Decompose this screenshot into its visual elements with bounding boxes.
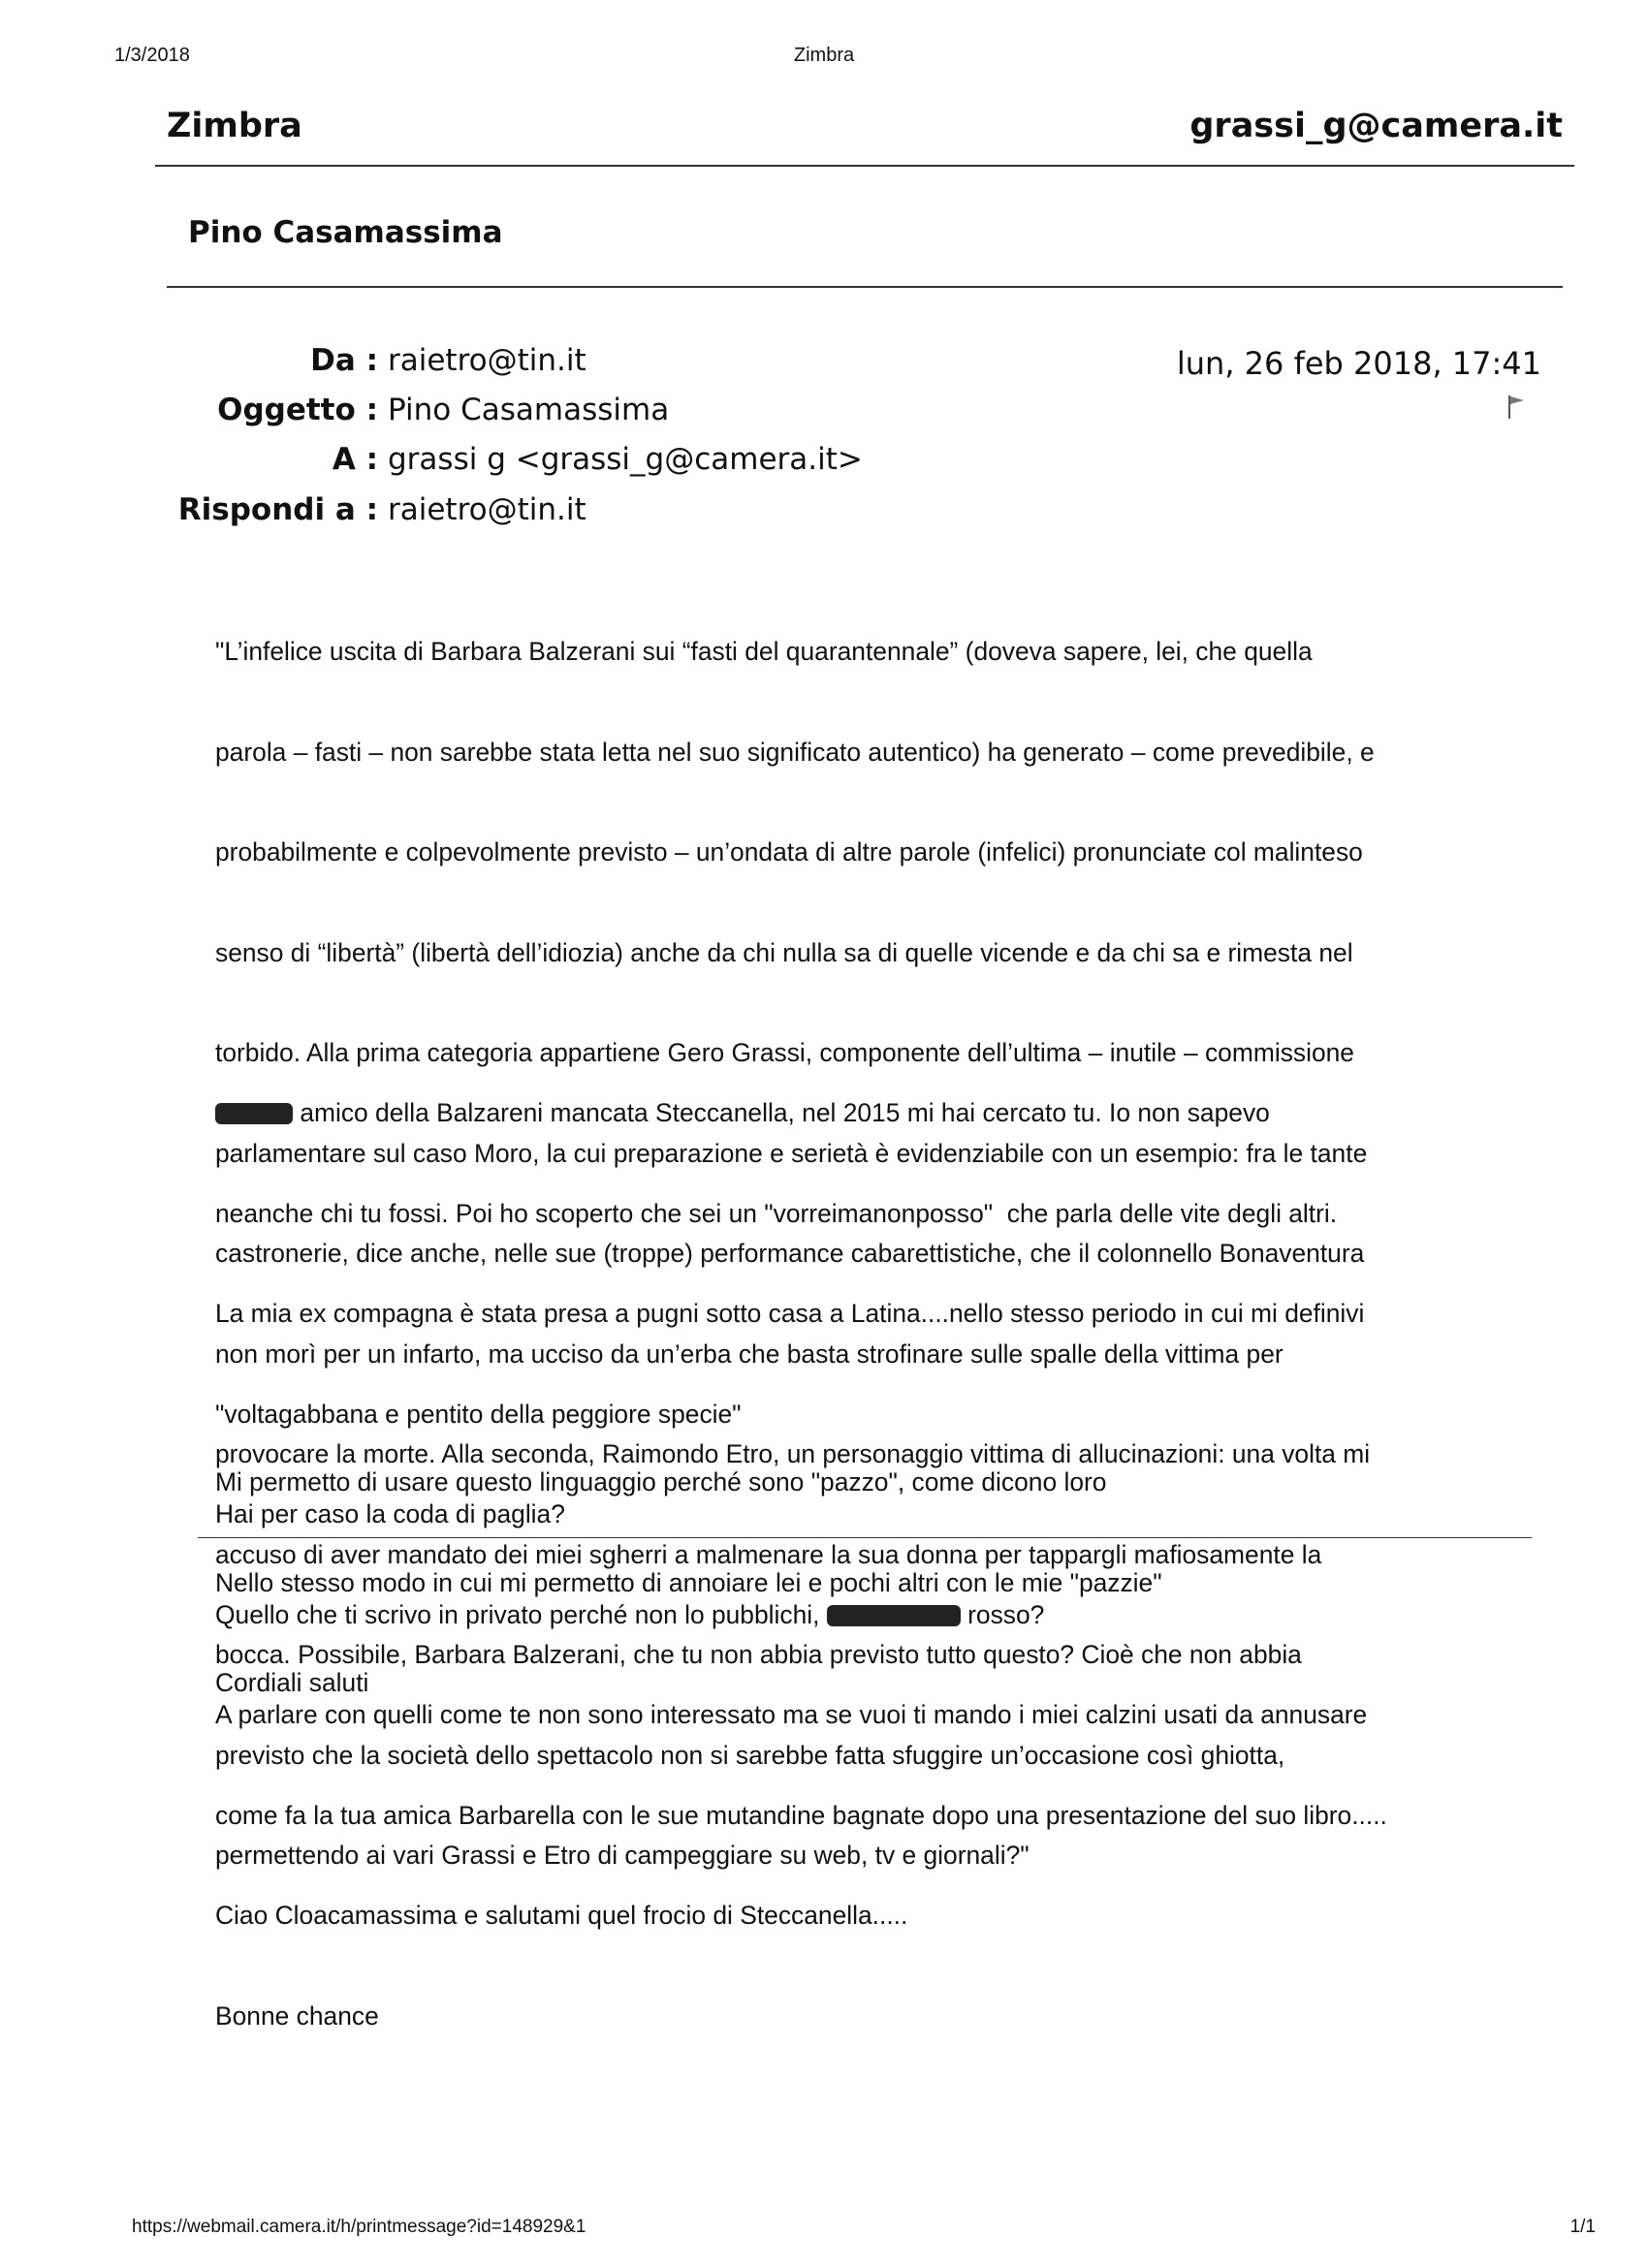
quote-line: probabilmente e colpevolmente previsto – un’ondata di altre parole (infelici) pronunciate col malinteso xyxy=(215,837,1363,866)
flag-icon[interactable] xyxy=(1506,394,1528,421)
header-label: Oggetto : xyxy=(217,393,378,427)
closing-line: Mi permetto di usare questo linguaggio perché sono "pazzo", come dicono loro xyxy=(215,1467,1107,1496)
message-date: lun, 26 feb 2018, 17:41 xyxy=(1176,345,1541,382)
quote-line: permettendo ai vari Grassi e Etro di campeggiare su web, tv e giornali?" xyxy=(215,1841,1030,1870)
quote-line: previsto che la società dello spettacolo non si sarebbe fatta sfuggire un’occasione così ghiotta, xyxy=(215,1740,1285,1770)
reply-line: neanche chi tu fossi. Poi ho scoperto che sei un "vorreimanonposso" che parla delle vite degli altri. xyxy=(215,1198,1338,1228)
message-end-divider xyxy=(198,1537,1532,1538)
reply-line-text: amico della Balzareni mancata Steccanella, nel 2015 mi hai cercato tu. Io non sapevo xyxy=(293,1098,1270,1127)
redaction-mark xyxy=(215,1103,293,1124)
reply-line: A parlare con quelli come te non sono interessato ma se vuoi ti mando i miei calzini usati da annusare xyxy=(215,1700,1368,1729)
reply-line: Bonne chance xyxy=(215,2000,379,2031)
quote-line: provocare la morte. Alla seconda, Raimondo Etro, un personaggio vittima di allucinazioni: una volta mi xyxy=(215,1439,1371,1468)
quote-line: bocca. Possibile, Barbara Balzerani, che tu non abbia previsto tutto questo? Cioè che non abbia xyxy=(215,1640,1302,1669)
quote-line: accuso di aver mandato dei miei sgherri a malmenare la sua donna per tappargli mafiosamente la xyxy=(215,1539,1322,1569)
header-divider xyxy=(155,165,1574,167)
message-headers xyxy=(0,343,1163,537)
header-label: Rispondi a : xyxy=(177,492,378,527)
quote-line: senso di “libertà” (libertà dell’idiozia) anche da chi nulla sa di quelle vicende e da chi sa e rimesta nel xyxy=(215,937,1353,967)
reply-line: come fa la tua amica Barbarella con le sue mutandine bagnate dopo una presentazione del suo libro..... xyxy=(215,1800,1387,1830)
app-brand: Zimbra xyxy=(167,107,302,145)
header-label: A : xyxy=(332,442,378,477)
reply-line: La mia ex compagna è stata presa a pugni sotto casa a Latina....nello stesso periodo in cui mi definivi xyxy=(215,1299,1365,1328)
header-subject xyxy=(0,393,969,435)
subject-heading: Pino Casamassima xyxy=(188,215,503,250)
account-email: grassi_g@camera.it xyxy=(1189,107,1563,145)
reply-line: Ciao Cloacamassima e salutami quel frocio di Steccanella..... xyxy=(215,1901,908,1930)
quote-line: castronerie, dice anche, nelle sue (troppe) performance cabarettistiche, che il colonnello Bonaventura xyxy=(215,1239,1365,1268)
recipient-email[interactable]: grassi g <grassi_g@camera.it> xyxy=(388,442,863,477)
quote-line: non morì per un infarto, ma ucciso da un’erba che basta strofinare sulle spalle della vittima per xyxy=(215,1339,1284,1369)
print-title: Zimbra xyxy=(793,45,855,66)
quote-line: "L’infelice uscita di Barbara Balzerani sui “fasti del quarantennale” (doveva sapere, lei, che quella xyxy=(215,637,1313,666)
print-date: 1/3/2018 xyxy=(114,45,190,66)
reply-line xyxy=(215,1096,1553,1130)
reply-line: "voltagabbana e pentito della peggiore specie" xyxy=(215,1399,742,1429)
closing-line: Cordiali saluti xyxy=(215,1668,369,1697)
closing-line: Nello stesso modo in cui mi permetto di annoiare lei e pochi altri con le mie "pazzie" xyxy=(215,1567,1162,1597)
reply-line-text: Quello che ti scrivo in privato perché non lo pubblichi, xyxy=(215,1599,827,1629)
quote-line: torbido. Alla prima categoria appartiene Gero Grassi, componente dell’ultima – inutile – commissione xyxy=(215,1038,1354,1067)
subject-divider xyxy=(167,286,1563,288)
quote-line: parlamentare sul caso Moro, la cui preparazione e serietà è evidenziabile con un esempio: fra le tante xyxy=(215,1138,1368,1168)
reply-to-email[interactable]: raietro@tin.it xyxy=(388,492,586,527)
reply-line: Hai per caso la coda di paglia? xyxy=(215,1499,565,1528)
header-label: Da : xyxy=(310,343,378,378)
header-reply-to xyxy=(0,492,969,535)
header-from xyxy=(0,343,969,386)
header-to xyxy=(0,442,969,485)
footer-url[interactable]: https://webmail.camera.it/h/printmessage?id=148929&1 xyxy=(132,2217,586,2237)
sender-email[interactable]: raietro@tin.it xyxy=(388,343,586,378)
closing-text xyxy=(215,1399,1553,1733)
footer-page-number: 1/1 xyxy=(1569,2217,1596,2237)
quote-line: parola – fasti – non sarebbe stata letta nel suo significato autentico) ha generato – come prevedibile, e xyxy=(215,737,1375,767)
reply-line-text: rosso? xyxy=(960,1599,1045,1629)
subject-value: Pino Casamassima xyxy=(388,393,670,427)
